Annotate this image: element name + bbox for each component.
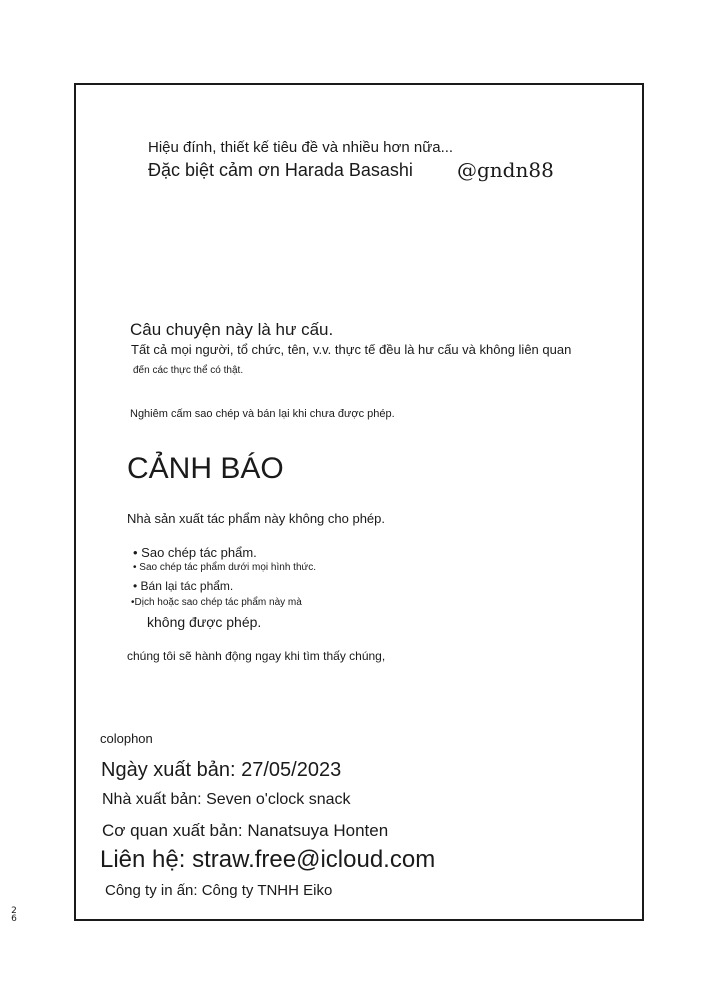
warning-intro: Nhà sản xuất tác phẩm này không cho phép. (127, 511, 386, 526)
colophon-label: colophon (100, 731, 153, 746)
credit-handle: @gndn88 (457, 158, 554, 182)
warning-list-item: • Bán lại tác phẩm. (133, 579, 234, 593)
warning-list-item-cont: không được phép. (147, 614, 262, 630)
credits-line: Hiệu đính, thiết kế tiêu đề và nhiều hơn nữa... (148, 139, 454, 156)
fiction-notice-desc: Tất cả mọi người, tổ chức, tên, v.v. thực tế đều là hư cấu và không liên quan (131, 342, 572, 357)
warning-list-item: • Sao chép tác phẩm. (133, 545, 257, 560)
warning-title: CẢNH BÁO (127, 452, 284, 485)
publisher: Nhà xuất bản: Seven o'clock snack (102, 791, 351, 808)
page-number: 26 (11, 906, 17, 924)
fiction-notice-desc-cont: đến các thực thể có thật. (133, 365, 244, 376)
publishing-agency: Cơ quan xuất bản: Nanatsuya Honten (102, 821, 389, 840)
warning-list-item: •Dịch hoặc sao chép tác phẩm này mà (131, 597, 302, 608)
copy-notice: Nghiêm cấm sao chép và bán lại khi chưa được phép. (130, 408, 395, 420)
warning-list-item: • Sao chép tác phẩm dưới mọi hình thức. (133, 562, 316, 573)
fiction-notice-title: Câu chuyện này là hư cấu. (130, 320, 334, 339)
warning-outro: chúng tôi sẽ hành động ngay khi tìm thấy chúng, (127, 649, 386, 663)
printing-company: Công ty in ấn: Công ty TNHH Eiko (105, 882, 333, 899)
contact-email: Liên hệ: straw.free@icloud.com (100, 846, 436, 873)
publication-date: Ngày xuất bản: 27/05/2023 (101, 759, 342, 781)
special-thanks: Đặc biệt cảm ơn Harada Basashi (148, 160, 413, 180)
